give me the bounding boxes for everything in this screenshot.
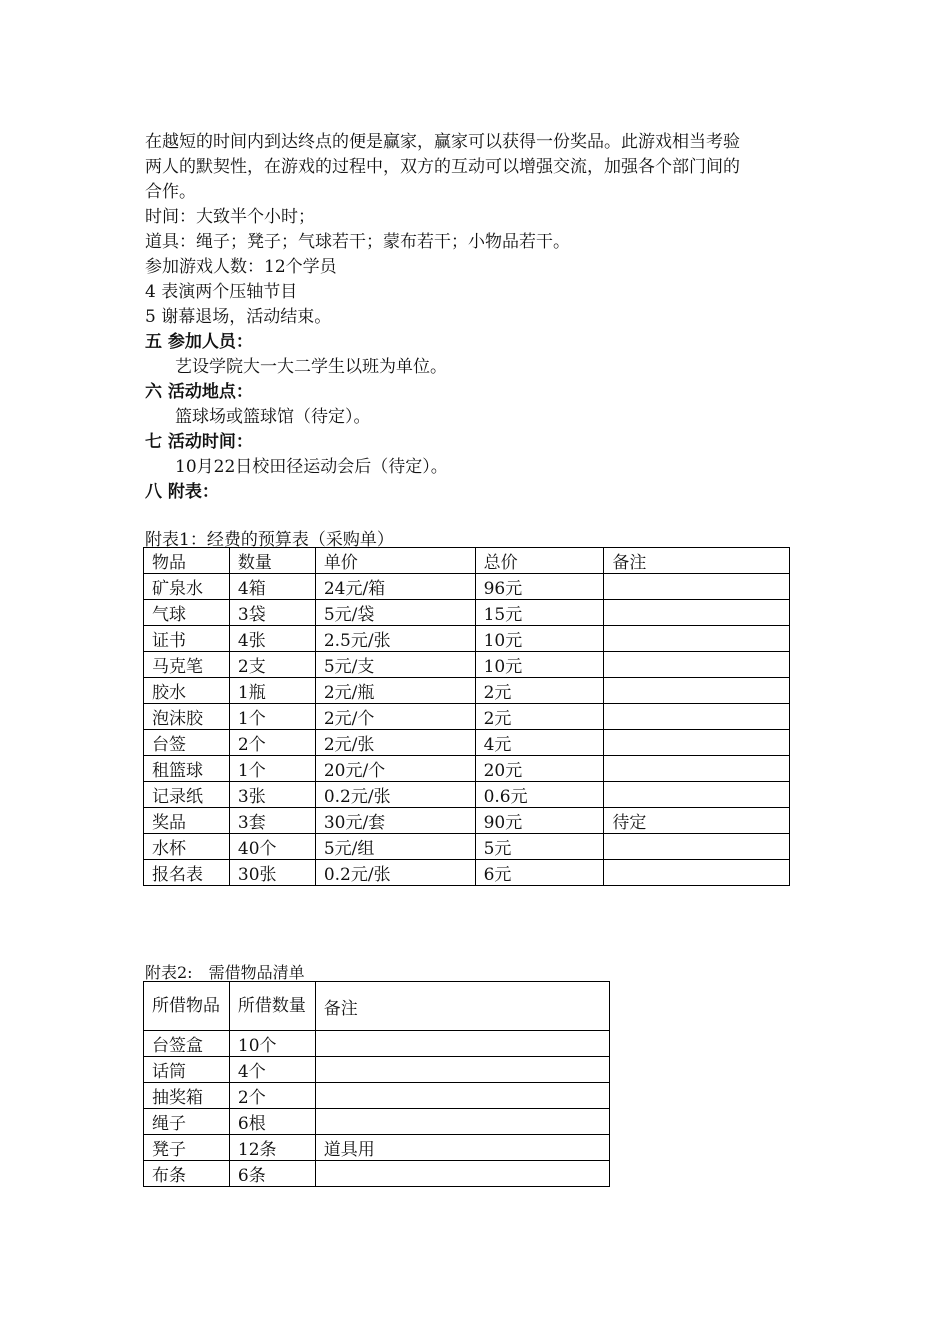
table-cell: 台签盒 (144, 1031, 230, 1057)
step-4: 4 表演两个压轴节目 (145, 282, 298, 302)
table-header-row (144, 982, 610, 1031)
table-cell: 2个 (229, 1083, 315, 1109)
table-cell: 气球 (144, 600, 230, 626)
table-cell (604, 782, 790, 808)
table-cell: 2元/个 (315, 704, 475, 730)
paragraph-line: 在越短的时间内到达终点的便是赢家，赢家可以获得一份奖品。此游戏相当考验 (145, 132, 740, 152)
table-cell: 5元/袋 (315, 600, 475, 626)
table-cell: 布条 (144, 1161, 230, 1187)
table-cell: 12条 (229, 1135, 315, 1161)
section-5-heading: 五 参加人员： (145, 332, 253, 352)
table-cell: 3套 (229, 808, 315, 834)
table-cell: 5元/支 (315, 652, 475, 678)
table-cell: 4箱 (229, 574, 315, 600)
table-cell: 6条 (229, 1161, 315, 1187)
table-row (144, 574, 790, 600)
table-cell: 台签 (144, 730, 230, 756)
table-row (144, 756, 790, 782)
table-row (144, 860, 790, 886)
table-cell: 10个 (229, 1031, 315, 1057)
table-cell: 1个 (229, 756, 315, 782)
table-cell (604, 730, 790, 756)
table-cell: 30元/套 (315, 808, 475, 834)
paragraph-line: 两人的默契性，在游戏的过程中，双方的互动可以增强交流，加强各个部门间的 (145, 157, 740, 177)
table-cell: 24元/箱 (315, 574, 475, 600)
table-cell: 90元 (475, 808, 604, 834)
table-cell: 6根 (229, 1109, 315, 1135)
table-row (144, 1031, 610, 1057)
table-cell (604, 834, 790, 860)
table-cell: 租篮球 (144, 756, 230, 782)
table-header-row (144, 548, 790, 574)
table-row (144, 600, 790, 626)
table-cell: 10元 (475, 626, 604, 652)
table-row (144, 678, 790, 704)
header-cell: 数量 (229, 548, 315, 574)
table-cell (604, 756, 790, 782)
table-cell (604, 626, 790, 652)
section-7-text: 10月22日校田径运动会后（待定）。 (175, 457, 448, 477)
table-cell: 2元/张 (315, 730, 475, 756)
table-cell (604, 678, 790, 704)
table-cell: 2元/瓶 (315, 678, 475, 704)
table-cell: 2个 (229, 730, 315, 756)
table-cell: 泡沫胶 (144, 704, 230, 730)
table-cell (315, 1083, 609, 1109)
table-cell: 20元/个 (315, 756, 475, 782)
table-cell (315, 1057, 609, 1083)
table-cell: 0.6元 (475, 782, 604, 808)
table-cell: 话筒 (144, 1057, 230, 1083)
table-row (144, 652, 790, 678)
table-cell: 马克笔 (144, 652, 230, 678)
table-cell (315, 1031, 609, 1057)
table-row (144, 1083, 610, 1109)
table-cell: 4张 (229, 626, 315, 652)
table-cell: 凳子 (144, 1135, 230, 1161)
table-cell: 胶水 (144, 678, 230, 704)
table-cell: 1瓶 (229, 678, 315, 704)
section-6-heading: 六 活动地点： (145, 382, 253, 402)
table-row (144, 808, 790, 834)
section-7-heading: 七 活动时间： (145, 432, 253, 452)
borrow-table (143, 981, 610, 1187)
table-cell: 0.2元/张 (315, 860, 475, 886)
table-cell: 2元 (475, 678, 604, 704)
table-row (144, 730, 790, 756)
borrow-caption: 附表2: 需借物品清单 (145, 963, 305, 982)
table-cell: 5元/组 (315, 834, 475, 860)
table-row (144, 1161, 610, 1187)
table-row (144, 1135, 610, 1161)
table-cell (315, 1109, 609, 1135)
table-cell: 2元 (475, 704, 604, 730)
table-cell: 20元 (475, 756, 604, 782)
section-6-text: 篮球场或篮球馆（待定）。 (175, 407, 371, 427)
game-time: 时间：大致半个小时； (145, 207, 315, 227)
header-cell: 备注 (604, 548, 790, 574)
header-cell: 备注 (315, 982, 609, 1031)
header-cell: 物品 (144, 548, 230, 574)
table-cell: 4个 (229, 1057, 315, 1083)
table-cell: 记录纸 (144, 782, 230, 808)
game-props: 道具：绳子；凳子；气球若干；蒙布若干；小物品若干。 (145, 232, 570, 252)
table-cell: 证书 (144, 626, 230, 652)
table-cell: 40个 (229, 834, 315, 860)
table-cell: 矿泉水 (144, 574, 230, 600)
table-cell: 0.2元/张 (315, 782, 475, 808)
table-cell: 报名表 (144, 860, 230, 886)
table-cell (604, 704, 790, 730)
budget-table (143, 547, 790, 886)
table-cell: 2支 (229, 652, 315, 678)
table-cell (604, 574, 790, 600)
table-cell: 奖品 (144, 808, 230, 834)
table-cell: 4元 (475, 730, 604, 756)
table-cell: 30张 (229, 860, 315, 886)
table-row (144, 626, 790, 652)
step-5: 5 谢幕退场，活动结束。 (145, 307, 332, 327)
section-8-heading: 八 附表： (145, 482, 219, 502)
header-cell: 所借数量 (229, 982, 315, 1031)
table-cell: 道具用 (315, 1135, 609, 1161)
table-cell: 15元 (475, 600, 604, 626)
table-row (144, 704, 790, 730)
table-cell: 绳子 (144, 1109, 230, 1135)
header-cell: 总价 (475, 548, 604, 574)
table-cell: 2.5元/张 (315, 626, 475, 652)
table-row (144, 1057, 610, 1083)
header-cell: 单价 (315, 548, 475, 574)
table-cell: 5元 (475, 834, 604, 860)
table-cell: 10元 (475, 652, 604, 678)
table-cell: 3袋 (229, 600, 315, 626)
table-cell: 3张 (229, 782, 315, 808)
paragraph-line: 合作。 (145, 182, 196, 202)
section-5-text: 艺设学院大一大二学生以班为单位。 (175, 357, 447, 377)
table-cell (604, 860, 790, 886)
table-cell: 抽奖箱 (144, 1083, 230, 1109)
table-cell: 水杯 (144, 834, 230, 860)
table-cell: 待定 (604, 808, 790, 834)
table-cell: 1个 (229, 704, 315, 730)
table-cell: 6元 (475, 860, 604, 886)
table-row (144, 782, 790, 808)
game-players: 参加游戏人数：12个学员 (145, 257, 337, 277)
header-cell: 所借物品 (144, 982, 230, 1031)
table-cell: 96元 (475, 574, 604, 600)
table-cell (604, 600, 790, 626)
table-row (144, 834, 790, 860)
budget-caption: 附表1：经费的预算表（采购单） (145, 530, 394, 550)
table-row (144, 1109, 610, 1135)
table-cell (604, 652, 790, 678)
table-cell (315, 1161, 609, 1187)
